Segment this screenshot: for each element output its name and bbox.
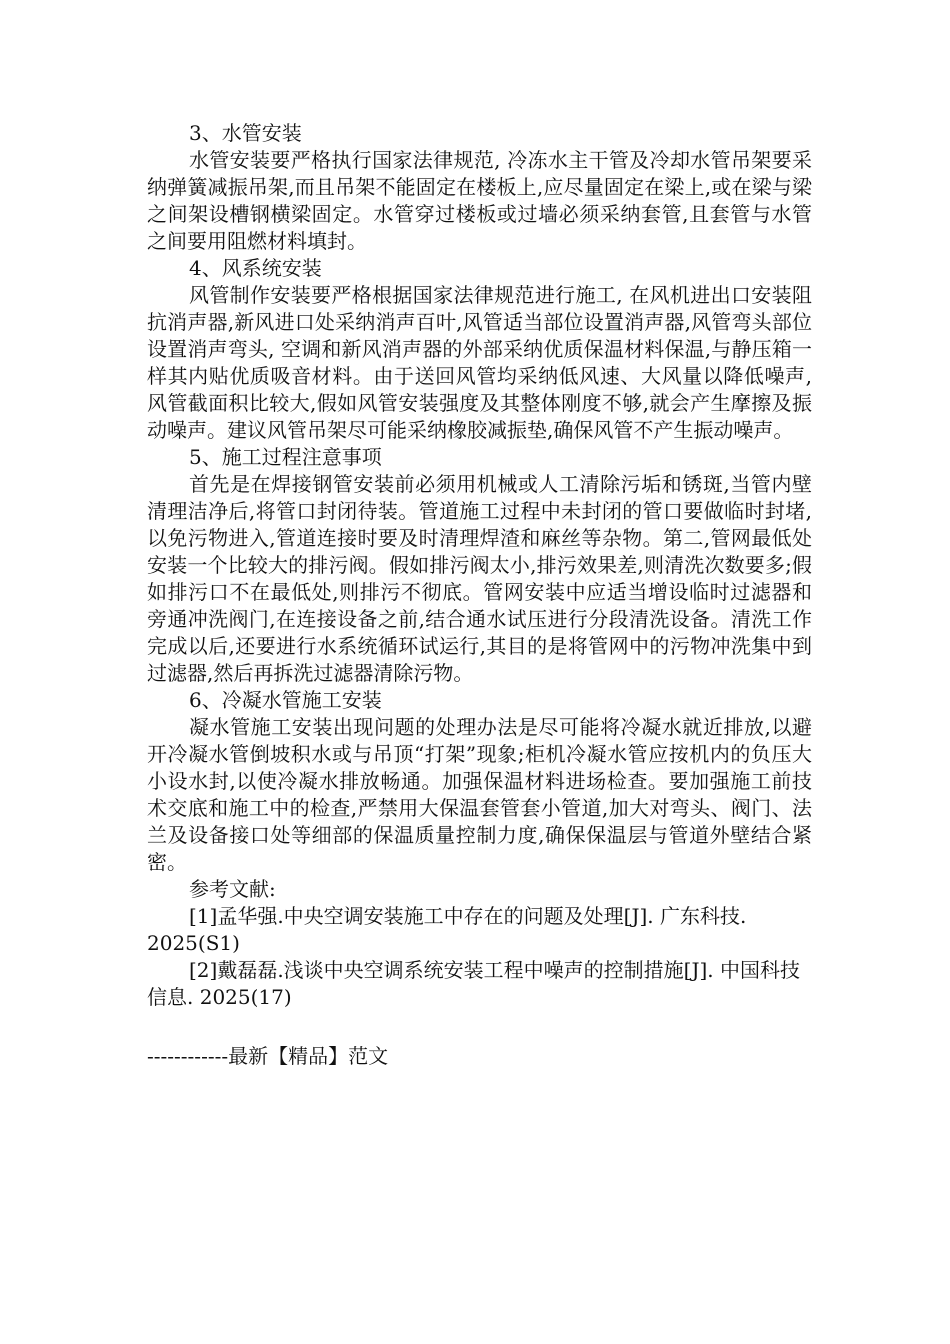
document-body — [147, 120, 812, 1011]
reference-item-2: [2]戴磊磊.浅谈中央空调系统安装工程中噪声的控制措施[J]. 中国科技信息. 2025(17) — [147, 958, 801, 1009]
section-heading-water-pipe: 3、水管安装 — [189, 121, 302, 145]
section-body-condensate-pipe: 凝水管施工安装出现问题的处理办法是尽可能将冷凝水就近排放,以避开冷凝水管倒坡积水或与吊顶“打架”现象;柜机冷凝水管应按机内的负压大小设水封,以使冷凝水排放畅通。加强保温材料进场检查。要加强施工前技术交底和施工中的检查,严禁用大保温套管套小管道,加大对弯头、阀门、法兰及设备接口处等细部的保温质量控制力度,确保保温层与管道外壁结合紧密。 — [147, 715, 812, 874]
section-body-construction-notes: 首先是在焊接钢管安装前必须用机械或人工清除污垢和锈斑,当管内壁清理洁净后,将管口封闭待装。管道施工过程中未封闭的管口要做临时封堵,以免污物进入,管道连接时要及时清理焊渣和麻丝等杂物。第二,管网最低处安装一个比较大的排污阀。假如排污阀太小,排污效果差,则清洗次数要多;假如排污口不在最低处,则排污不彻底。管网安装中应适当增设临时过滤器和旁通冲洗阀门,在连接设备之前,结合通水试压进行分段清洗设备。清洗工作完成以后,还要进行水系统循环试运行,其目的是将管网中的污物冲洗集中到过滤器,然后再拆洗过滤器清除污物。 — [147, 472, 812, 685]
references-title: 参考文献: — [189, 877, 276, 901]
footer-text: ------------最新【精品】范文 — [147, 1044, 389, 1068]
section-heading-construction-notes: 5、施工过程注意事项 — [189, 445, 382, 469]
section-body-water-pipe: 水管安装要严格执行国家法律规范, 冷冻水主干管及冷却水管吊架要采纳弹簧减振吊架,而且吊架不能固定在楼板上,应尽量固定在梁上,或在梁与梁之间架设槽钢横梁固定。水管穿过楼板或过墙必须采纳套管,且套管与水管之间要用阻燃材料填封。 — [147, 148, 812, 253]
reference-item-1: [1]孟华强.中央空调安装施工中存在的问题及处理[J]. 广东科技. 2025(S1) — [147, 904, 747, 955]
section-heading-air-system: 4、风系统安装 — [189, 256, 322, 280]
section-body-air-system: 风管制作安装要严格根据国家法律规范进行施工, 在风机进出口安装阻抗消声器,新风进口处采纳消声百叶,风管适当部位设置消声器,风管弯头部位设置消声弯头, 空调和新风消声器的外部采纳优质保温材料保温,与静压箱一样其内贴优质吸音材料。由于送回风管均采纳低风速、大风量以降低噪声,风管截面积比较大,假如风管安装强度及其整体刚度不够,就会产生摩擦及振动噪声。建议风管吊架尽可能采纳橡胶减振垫,确保风管不产生振动噪声。 — [147, 283, 812, 442]
section-heading-condensate-pipe: 6、冷凝水管施工安装 — [189, 688, 382, 712]
